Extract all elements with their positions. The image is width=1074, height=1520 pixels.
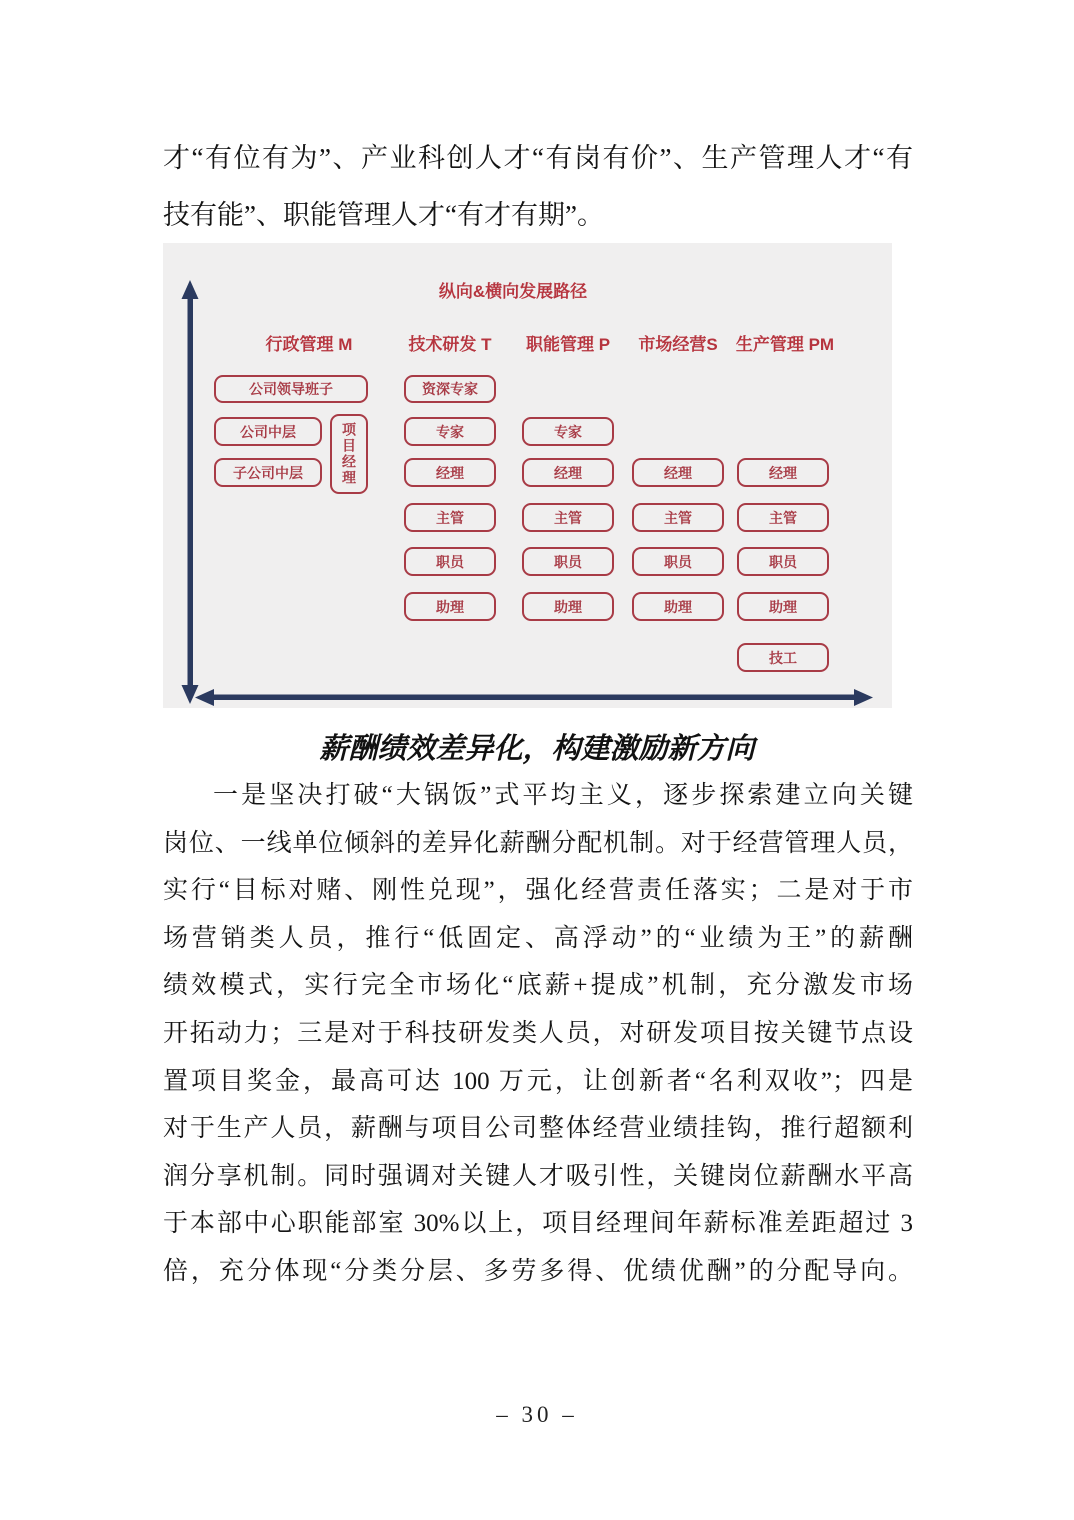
paragraph-line: 技有能”、职能管理人才“有才有期”。 <box>163 200 604 230</box>
diagram-box: 职员 <box>522 547 614 576</box>
paragraph-line: 绩效模式，实行完全市场化“底薪+提成”机制，充分激发市场 <box>163 972 913 1000</box>
diagram-box: 经理 <box>737 458 829 487</box>
paragraph-line: 于本部中心职能部室 30%以上，项目经理间年薪标准差距超过 3 <box>163 1210 913 1238</box>
vertical-arrow-icon <box>182 280 199 704</box>
box-technician: 技工 <box>737 643 829 672</box>
diagram-box: 主管 <box>404 503 496 532</box>
diagram-box: 职员 <box>632 547 724 576</box>
box-senior-expert: 资深专家 <box>404 375 496 403</box>
paragraph-line: 对于生产人员，薪酬与项目公司整体经营业绩挂钩，推行超额利 <box>163 1115 913 1143</box>
diagram-box: 助理 <box>737 592 829 621</box>
intro-paragraph <box>163 130 913 244</box>
diagram-box: 助理 <box>522 592 614 621</box>
column-header-functional: 职能管理 P <box>525 335 611 354</box>
diagram-box: 主管 <box>632 503 724 532</box>
diagram-panel <box>163 243 892 708</box>
box-company-leadership: 公司领导班子 <box>214 375 368 403</box>
section-heading: 薪酬绩效差异化，构建激励新方向 <box>319 733 755 765</box>
diagram-box: 助理 <box>632 592 724 621</box>
diagram-box: 主管 <box>737 503 829 532</box>
column-header-tech: 技术研发 T <box>408 335 492 354</box>
diagram-box: 职员 <box>404 547 496 576</box>
diagram-box: 专家 <box>404 417 496 446</box>
paragraph-line: 倍，充分体现“分类分层、多劳多得、优绩优酬”的分配导向。 <box>163 1257 913 1285</box>
paragraph-line: 才“有位有为”、产业科创人才“有岗有价”、生产管理人才“有 <box>163 143 913 173</box>
paragraph-line: 岗位、一线单位倾斜的差异化薪酬分配机制。对于经营管理人员， <box>163 829 913 857</box>
diagram-box: 经理 <box>522 458 614 487</box>
paragraph-line: 置项目奖金，最高可达 100 万元，让创新者“名利双收”；四是 <box>163 1067 913 1095</box>
paragraph-line: 实行“目标对赌、刚性兑现”，强化经营责任落实；二是对于市 <box>163 877 913 905</box>
box-subsidiary-middle: 子公司中层 <box>214 458 322 487</box>
diagram-box: 经理 <box>632 458 724 487</box>
body-paragraph <box>163 772 913 1296</box>
paragraph-line: 一是坚决打破“大锅饭”式平均主义，逐步探索建立向关键 <box>213 782 913 809</box>
diagram-box: 主管 <box>522 503 614 532</box>
column-header-production: 生产管理 PM <box>735 335 835 354</box>
box-project-manager: 项目经理 <box>330 414 368 494</box>
diagram-title: 纵向&横向发展路径 <box>438 282 588 301</box>
column-header-admin: 行政管理 M <box>265 335 353 354</box>
paragraph-line: 开拓动力；三是对于科技研发类人员，对研发项目按关键节点设 <box>163 1019 913 1047</box>
paragraph-line: 场营销类人员，推行“低固定、高浮动”的“业绩为王”的薪酬 <box>163 924 913 952</box>
diagram-box: 助理 <box>404 592 496 621</box>
diagram-box: 经理 <box>404 458 496 487</box>
page-number: – 30 – <box>496 1402 578 1427</box>
box-company-middle: 公司中层 <box>214 417 322 446</box>
diagram-box: 职员 <box>737 547 829 576</box>
paragraph-line: 润分享机制。同时强调对关键人才吸引性，关键岗位薪酬水平高 <box>163 1162 913 1190</box>
diagram-box: 专家 <box>522 417 614 446</box>
column-header-market: 市场经营S <box>638 335 718 354</box>
horizontal-arrow-icon <box>195 689 873 706</box>
